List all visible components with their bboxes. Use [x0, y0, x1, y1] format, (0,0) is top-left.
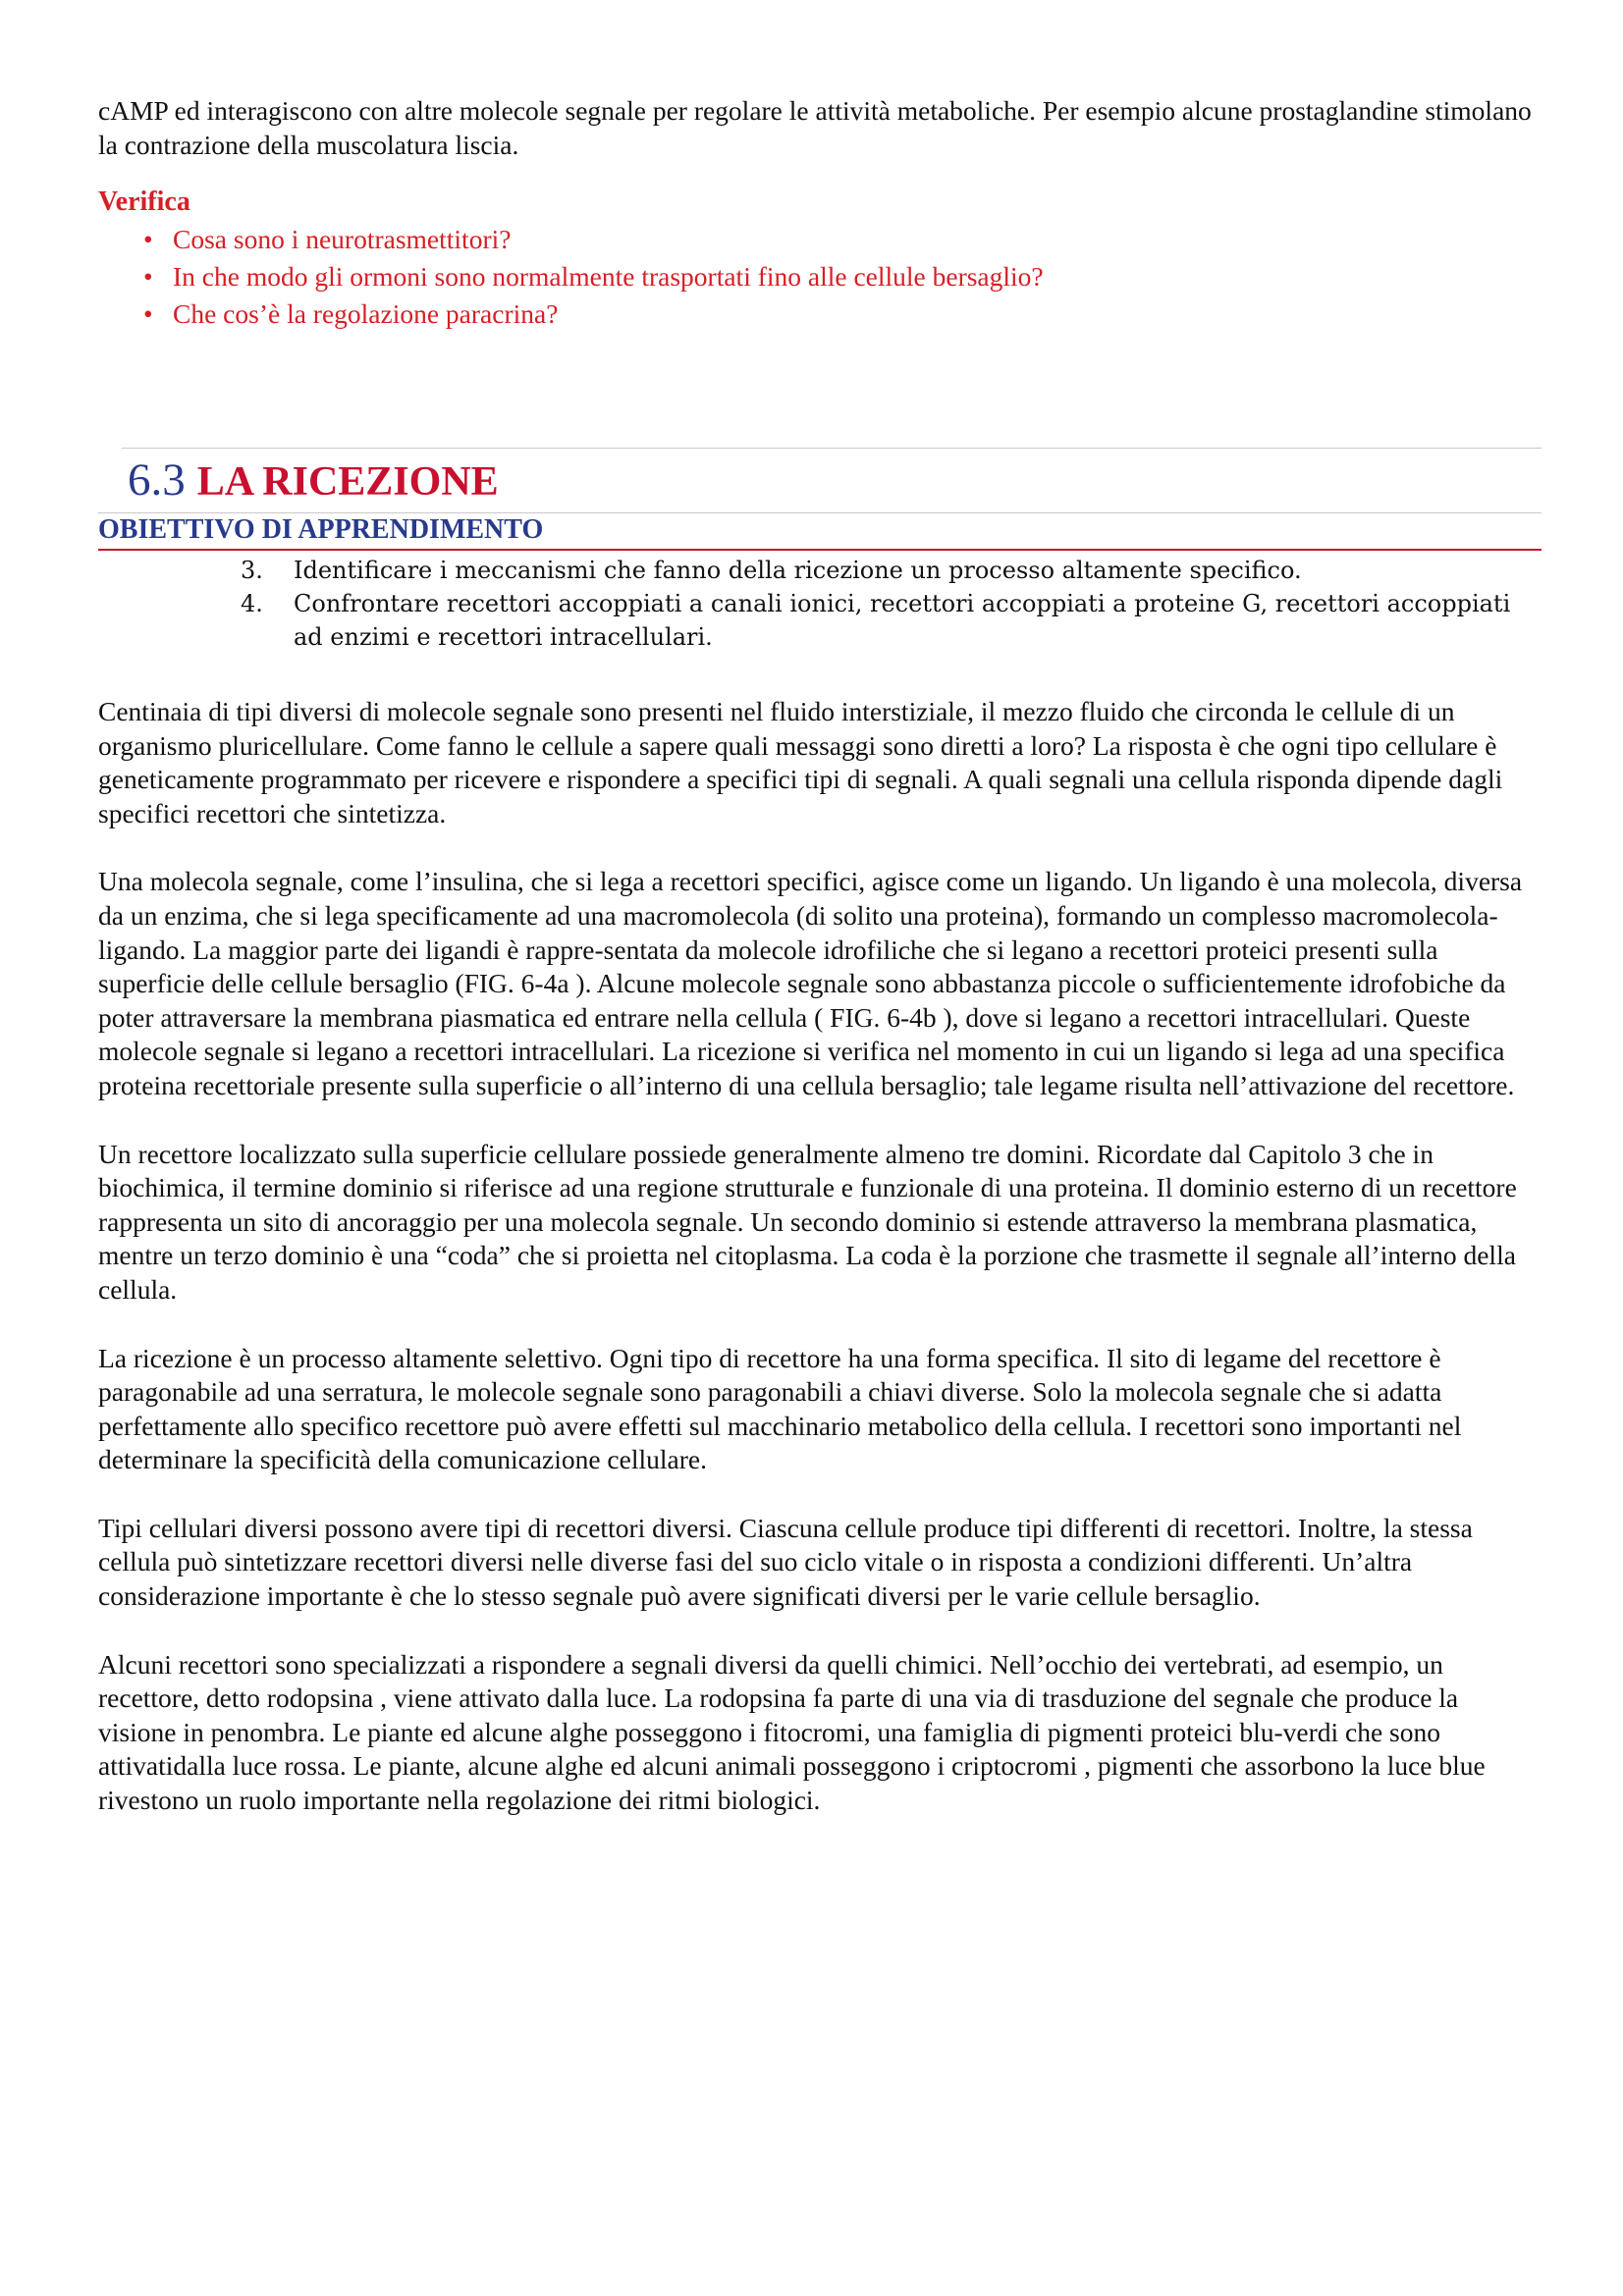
- objective-text: Confrontare recettori accoppiati a canali ionici, recettori accoppiati a proteine G, recettori accoppiati ad enzimi e recettori intracellulari.: [294, 590, 1511, 651]
- verifica-title: Verifica: [98, 187, 190, 218]
- verifica-item: • In che modo gli ormoni sono normalmente trasportati fino alle cellule bersaglio?: [143, 258, 1542, 295]
- learning-objective-label: OBIETTIVO DI APPRENDIMENTO: [98, 514, 544, 545]
- body-paragraph: Alcuni recettori sono specializzati a rispondere a segnali diversi da quelli chimici. Nell’occhio dei vertebrati, ad esempio, un recettore, detto rodopsina , viene attivato dalla luce. La rodopsina fa parte di una via di trasduzione del segnale che produce la visione in penombra. Le piante ed alcune alghe posseggono i fitocromi, una famiglia di pigmenti proteici blu-verdi che sono attivatidalla luce rossa. Le piante, alcune alghe ed alcuni animali posseggono i criptocromi , pigmenti che assorbono la luce blue rivestono un ruolo importante nella regolazione dei ritmi biologici.: [98, 1648, 1486, 1816]
- objective-item: [241, 554, 1517, 587]
- objective-number: 4.: [241, 590, 263, 617]
- verifica-item: • Che cos’è la regolazione paracrina?: [143, 295, 1542, 333]
- body-paragraph: Centinaia di tipi diversi di molecole segnale sono presenti nel fluido interstiziale, il mezzo fluido che circonda le cellule di un organismo pluricellulare. Come fanno le cellule a sapere quali messaggi sono diretti a loro? La risposta è che ogni tipo cellulare è geneticamente programmato per ricevere e rispondere a specifici tipi di segnali. A quali segnali una cellula risponda dipende dagli specifici recettori che sintetizza.: [98, 696, 1503, 828]
- body-paragraph: La ricezione è un processo altamente selettivo. Ogni tipo di recettore ha una forma specifica. Il sito di legame del recettore è paragonabile ad una serratura, le molecole segnale sono paragonabili a chiavi diverse. Solo la molecola segnale che si adatta perfettamente allo specifico recettore può avere effetti sul macchinario metabolico della cellula. I recettori sono importanti nel determinare la specificità della comunicazione cellulare.: [98, 1342, 1462, 1475]
- section-number: 6.3: [128, 454, 186, 506]
- body-text: [98, 695, 1542, 1852]
- learning-objectives-list: [241, 554, 1517, 654]
- document-page: [98, 94, 1542, 1816]
- intro-paragraph: cAMP ed interagiscono con altre molecole segnale per regolare le attività metaboliche. Per esempio alcune prostaglandine stimolano la contrazione della muscolatura liscia.: [98, 95, 1532, 160]
- objective-text: Identificare i meccanismi che fanno della ricezione un processo altamente specifico.: [294, 557, 1302, 584]
- verifica-box: [98, 186, 1542, 333]
- body-paragraph: Tipi cellulari diversi possono avere tipi di recettori diversi. Ciascuna cellule produce tipi differenti di recettori. Inoltre, la stessa cellula può sintetizzare recettori diversi nelle diverse fasi del suo ciclo vitale o in risposta a condizioni differenti. Un’altra considerazione importante è che lo stesso segnale può avere significati diversi per le varie cellule bersaglio.: [98, 1512, 1473, 1612]
- section-title: LA RICEZIONE: [196, 459, 499, 505]
- section-divider-bottom: [98, 549, 1542, 551]
- body-paragraph: Un recettore localizzato sulla superficie cellulare possiede generalmente almeno tre domini. Ricordate dal Capitolo 3 che in biochimica, il termine dominio si riferisce ad una regione strutturale e funzionale di una proteina. Il dominio esterno di un recettore rappresenta un sito di ancoraggio per una molecola segnale. Un secondo dominio si estende attraverso la membrana plasmatica, mentre un terzo dominio è una “coda” che si proietta nel citoplasma. La coda è la porzione che trasmette il segnale all’interno della cellula.: [98, 1138, 1517, 1305]
- section-heading: [128, 454, 499, 507]
- objective-item: [241, 587, 1517, 654]
- body-paragraph: Una molecola segnale, come l’insulina, che si lega a recettori specifici, agisce come un ligando. Un ligando è una molecola, diversa da un enzima, che si lega specificamente ad una macromolecola (di solito una proteina), formando un complesso macromolecola-ligando. La maggior parte dei ligandi è rappre-sentata da molecole idrofiliche che si legano a recettori proteici presenti sulla superficie delle cellule bersaglio (FIG. 6-4a ). Alcune molecole segnale sono abbastanza piccole o sufficientemente idrofobiche da poter attraversare la membrana piasmatica ed entrare nella cellula ( FIG. 6-4b ), dove si legano a recettori intracellulari. Queste molecole segnale si legano a recettori intracellulari. La ricezione si verifica nel momento in cui un ligando si lega ad una specifica proteina recettoriale presente sulla superficie o all’interno di una cellula bersaglio; tale legame risulta nell’attivazione del recettore.: [98, 866, 1523, 1100]
- verifica-list: [98, 221, 1542, 333]
- verifica-item: • Cosa sono i neurotrasmettitori?: [143, 221, 1542, 258]
- section-divider-top: [122, 448, 1542, 449]
- objective-number: 3.: [241, 557, 263, 584]
